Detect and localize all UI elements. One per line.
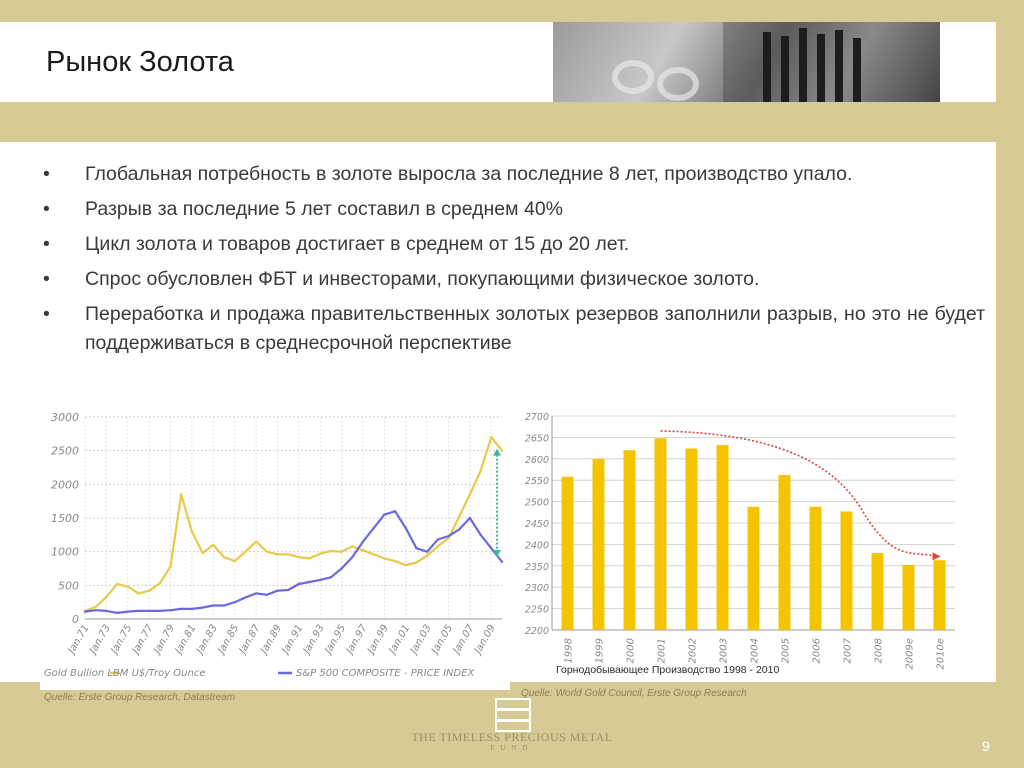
fund-subtitle: FUND (490, 744, 534, 752)
gold-chart-ytick-label: 1000 (51, 545, 79, 559)
gold-price-line-point (159, 582, 161, 584)
gold-chart-ytick-label: 2000 (51, 478, 79, 492)
sp500-line-point (330, 576, 332, 578)
gold-price-line-point (276, 553, 278, 555)
sp500-line-point (244, 596, 246, 598)
bullet-symbol: • (43, 268, 50, 290)
production-xtick-label: 2004 (749, 638, 761, 664)
sp500-line-point (319, 579, 321, 581)
gold-price-line-point (180, 493, 182, 495)
legend-sp500-label: S&P 500 COMPOSITE - PRICE INDEX (296, 668, 475, 679)
gold-chart-xtick-label: Jan.09 (472, 623, 498, 656)
gold-price-line-point (212, 544, 214, 546)
gold-chart-ytick-label: 500 (58, 579, 79, 593)
sp500-line-point (159, 610, 161, 612)
production-bar (717, 445, 729, 630)
production-xtick-label: 2008 (873, 638, 885, 664)
sp500-line-point (298, 583, 300, 585)
production-bar (934, 560, 946, 630)
sp500-line-point (255, 592, 257, 594)
sp500-line-point (405, 527, 407, 529)
sp500-line-point (148, 610, 150, 612)
gold-price-line-point (191, 530, 193, 532)
production-xtick-label: 2000 (625, 638, 637, 664)
sp500-line-point (201, 606, 203, 608)
sp500-line-point (479, 534, 481, 536)
bullet-text: Разрыв за последние 5 лет составил в среднем 40% (85, 198, 564, 220)
production-xtick-label: 2003 (718, 638, 730, 664)
gold-chart-xtick-label: Jan.81 (173, 623, 199, 656)
gold-price-line-point (116, 583, 118, 585)
production-chart-ytick-label: 2500 (524, 497, 549, 509)
production-bar (841, 511, 853, 630)
production-xtick-label: 1999 (594, 638, 606, 664)
sp500-line-point (308, 581, 310, 583)
sp500-line-point (437, 538, 439, 540)
production-xtick-label: 2006 (811, 638, 823, 664)
gold-chart-xtick-label: Jan.71 (66, 623, 92, 656)
sp500-line-point (415, 547, 417, 549)
gold-price-line-point (244, 550, 246, 552)
gold-chart-source: Quelle: Erste Group Research, Datastream (44, 692, 236, 703)
gold-price-line-point (298, 556, 300, 558)
sp500-line-point (169, 609, 171, 611)
gold-price-line-point (223, 556, 225, 558)
gold-chart-ytick-label: 2500 (51, 444, 79, 458)
production-chart-ytick-label: 2250 (524, 604, 549, 616)
production-chart-source: Quelle: World Gold Council, Erste Group Research (521, 688, 747, 699)
gold-chart-ytick-label: 0 (72, 613, 79, 626)
bullet-text: Глобальная потребность в золоте выросла за последние 8 лет, производство упало. (85, 163, 853, 185)
mine-production-bar-chart (515, 405, 965, 670)
production-bar (903, 565, 915, 630)
gold-chart-xtick-label: Jan.87 (237, 623, 263, 656)
gold-bar-image (553, 22, 940, 102)
production-xtick-label: 2010e (935, 638, 947, 670)
gold-price-line-point (372, 553, 374, 555)
gold-chart-xtick-label: Jan.79 (151, 623, 178, 656)
sp500-line-point (469, 517, 471, 519)
slide-title: Рынок Золота (46, 46, 234, 78)
legend-gold-label: Gold Bullion LBM U$/Troy Ounce (44, 668, 206, 679)
production-chart-ytick-label: 2350 (524, 561, 549, 573)
production-bar (686, 449, 698, 630)
sp500-line-point (362, 540, 364, 542)
gold-price-line-point (105, 596, 107, 598)
sp500-line-point (180, 608, 182, 610)
sp500-line-point (212, 604, 214, 606)
bullet-text: Переработка и продажа правительственных золотых резервов заполнили разрыв, но это не будет поддерживаться в среднесрочной перспективе (85, 303, 985, 354)
gold-chart-xtick-label: Jan.95 (323, 623, 349, 656)
bullet-symbol: • (43, 198, 50, 220)
gold-chart-xtick-label: Jan.07 (451, 623, 477, 656)
gold-chart-xtick-label: Jan.85 (216, 623, 242, 656)
gold-price-line-point (308, 557, 310, 559)
sp500-line-point (447, 535, 449, 537)
gold-price-line-point (383, 557, 385, 559)
production-bar (779, 475, 791, 630)
sp500-line-point (84, 610, 86, 612)
gold-chart-xtick-label: Jan.83 (194, 623, 220, 656)
production-xtick-label: 2002 (687, 638, 699, 664)
sp500-line-point (372, 527, 374, 529)
production-bar (624, 450, 636, 630)
sp500-line-point (276, 590, 278, 592)
gold-price-line-point (287, 553, 289, 555)
gold-chart-xtick-label: Jan.03 (408, 623, 434, 656)
gold-price-line-point (405, 564, 407, 566)
bullet-item (40, 195, 985, 224)
gold-bar-photo (553, 22, 940, 102)
sp500-line-point (394, 510, 396, 512)
gold-chart-xtick-label: Jan.73 (87, 623, 113, 656)
bullet-list (40, 160, 985, 364)
gold-price-line-point (394, 560, 396, 562)
production-chart-caption: Горнодобывающее Производство 1998 - 2010 (556, 664, 780, 676)
gold-price-line-point (169, 565, 171, 567)
gold-price-line-point (319, 552, 321, 554)
production-chart-ytick-label: 2700 (524, 412, 549, 423)
gold-price-line-point (479, 470, 481, 472)
gold-price-line-point (340, 550, 342, 552)
sp500-line-point (266, 594, 268, 596)
gold-price-line-point (458, 515, 460, 517)
gold-chart-xtick-label: Jan.99 (365, 623, 391, 656)
gold-price-line-point (351, 545, 353, 547)
production-xtick-label: 2009e (904, 638, 916, 670)
gold-chart-xtick-label: Jan.89 (258, 623, 285, 656)
sp500-line-point (426, 550, 428, 552)
gold-price-line-point (94, 606, 96, 608)
bullet-item (40, 265, 985, 294)
sp500-line-point (351, 556, 353, 558)
gold-price-line-point (501, 449, 503, 451)
gold-price-line-point (148, 590, 150, 592)
gold-price-line-point (201, 552, 203, 554)
bullet-symbol: • (43, 163, 50, 185)
gold-price-line-point (233, 560, 235, 562)
sp500-line-point (137, 610, 139, 612)
production-xtick-label: 2007 (842, 638, 854, 664)
gold-chart-xtick-label: Jan.93 (301, 623, 327, 656)
bullet-symbol: • (43, 303, 50, 325)
sp500-line-point (127, 610, 129, 612)
gold-price-line-point (127, 585, 129, 587)
production-bar (748, 507, 760, 630)
gold-price-line-point (255, 540, 257, 542)
sp500-line-point (233, 601, 235, 603)
gold-price-line-point (437, 545, 439, 547)
sp500-line-point (340, 567, 342, 569)
sp500-line-point (458, 528, 460, 530)
production-bar (593, 459, 605, 630)
gold-chart-xtick-label: Jan.91 (280, 623, 306, 656)
fund-logo-icon (495, 698, 531, 732)
gold-chart-xtick-label: Jan.05 (429, 623, 456, 656)
gold-price-line-point (137, 592, 139, 594)
gold-chart-xtick-label: Jan.97 (344, 623, 370, 656)
production-bar (562, 477, 574, 630)
sp500-line-point (490, 547, 492, 549)
production-chart-ytick-label: 2600 (524, 454, 549, 466)
production-chart-ytick-label: 2400 (524, 540, 549, 552)
sp500-line-point (501, 561, 503, 563)
page-number: 9 (982, 738, 990, 754)
bullet-item (40, 300, 985, 358)
sp500-line-point (383, 513, 385, 515)
gold-price-line-point (415, 561, 417, 563)
gold-chart-ytick-label: 1500 (51, 512, 79, 525)
production-chart-ytick-label: 2450 (524, 519, 549, 530)
gold-chart-xtick-label: Jan.01 (387, 623, 413, 656)
gold-chart-xtick-label: Jan.77 (130, 623, 156, 656)
sp500-line-point (191, 608, 193, 610)
production-bar (655, 438, 667, 630)
bullet-symbol: • (43, 233, 50, 255)
sp500-line-point (287, 589, 289, 591)
gold-price-line-point (490, 436, 492, 438)
bullet-item (40, 230, 985, 259)
gold-chart-xtick-label: Jan.75 (109, 623, 135, 656)
gold-price-line-point (426, 555, 428, 557)
gold-price-line-point (362, 549, 364, 551)
gold-price-line-point (330, 550, 332, 552)
production-xtick-label: 2005 (780, 638, 792, 664)
fund-name (380, 730, 644, 752)
gold-price-line-point (266, 550, 268, 552)
gold-price-line-point (469, 493, 471, 495)
sp500-line-point (105, 610, 107, 612)
gold-vs-sp500-line-chart (40, 405, 510, 690)
production-xtick-label: 1998 (563, 638, 575, 664)
fund-title: THE TIMELESS PRECIOUS METAL (411, 730, 613, 744)
production-xtick-label: 2001 (656, 638, 668, 664)
sp500-line-point (223, 604, 225, 606)
production-chart-ytick-label: 2200 (524, 626, 549, 637)
bullet-text: Цикл золота и товаров достигает в среднем от 15 до 20 лет. (85, 233, 630, 255)
sp500-line-point (94, 609, 96, 611)
production-chart-ytick-label: 2650 (524, 433, 549, 445)
sp500-line-point (116, 612, 118, 614)
bullet-text: Спрос обусловлен ФБТ и инвесторами, покупающими физическое золото. (85, 268, 760, 290)
production-bar (872, 553, 884, 630)
production-chart-ytick-label: 2550 (524, 476, 549, 488)
production-bar (810, 507, 822, 630)
gold-chart-ytick-label: 3000 (51, 411, 79, 424)
bullet-item (40, 160, 985, 189)
production-chart-ytick-label: 2300 (524, 583, 549, 595)
